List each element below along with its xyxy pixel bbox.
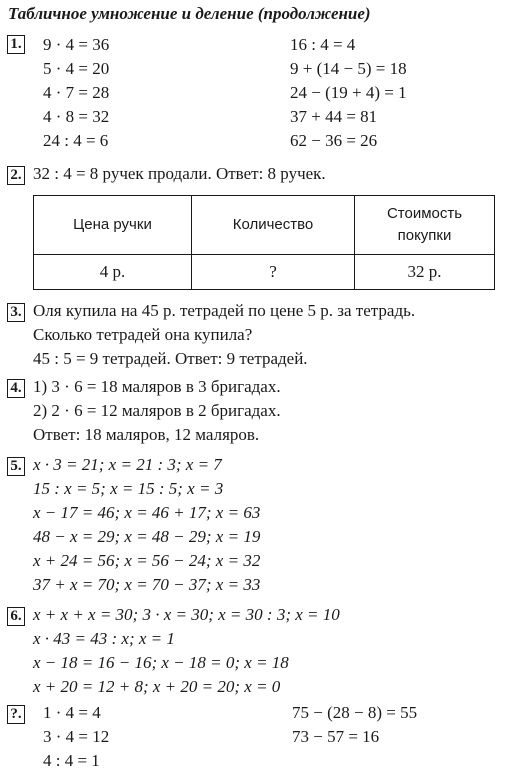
task-5-line: 37 + x = 70; x = 70 − 37; x = 33 (33, 575, 261, 594)
task-6-line: x + 20 = 12 + 8; x + 20 = 20; x = 0 (33, 677, 281, 696)
purchase-table (33, 195, 495, 290)
task-1-left-line: 24 : 4 = 6 (43, 131, 109, 150)
task-3-line: Сколько тетрадей она купила? (33, 325, 253, 344)
task-3-line: 45 : 5 = 9 тетрадей. Ответ: 9 тетрадей. (33, 349, 308, 368)
task-2-number: 2. (7, 166, 25, 185)
table-row (34, 255, 495, 290)
task-1-left-line: 5 · 4 = 20 (43, 59, 110, 78)
task-7-right-line: 75 − (28 − 8) = 55 (292, 703, 418, 722)
task-5-line: 48 − x = 29; x = 48 − 29; x = 19 (33, 527, 261, 546)
cell-quantity: ? (192, 255, 355, 290)
task-4-line: Ответ: 18 маляров, 12 маляров. (33, 425, 260, 444)
task-2-solution: 32 : 4 = 8 ручек продали. Ответ: 8 ручек. (33, 164, 326, 183)
task-3-number: 3. (7, 303, 25, 322)
task-3-line: Оля купила на 45 р. тетрадей по цене 5 р. за тетрадь. (33, 301, 416, 320)
table-header-row (34, 196, 495, 255)
header-quantity: Количество (192, 196, 355, 255)
header-cost: Стоимость покупки (355, 196, 495, 255)
task-7-number: ?. (7, 705, 25, 724)
cell-cost: 32 р. (355, 255, 495, 290)
task-1-left-line: 4 · 7 = 28 (43, 83, 110, 102)
task-4-line: 1) 3 · 6 = 18 маляров в 3 бригадах. (33, 377, 281, 396)
task-7-left-line: 1 · 4 = 4 (43, 703, 101, 722)
task-5-line: x + 24 = 56; x = 56 − 24; x = 32 (33, 551, 261, 570)
task-1-right-line: 24 − (19 + 4) = 1 (290, 83, 407, 102)
page-title: Табличное умножение и деление (продолжение) (8, 4, 371, 23)
header-price: Цена ручки (34, 196, 192, 255)
task-1-right-line: 9 + (14 − 5) = 18 (290, 59, 407, 78)
task-1-left-line: 9 · 4 = 36 (43, 35, 110, 54)
task-7-left-line: 3 · 4 = 12 (43, 727, 110, 746)
task-1-right-line: 62 − 36 = 26 (290, 131, 378, 150)
task-4-number: 4. (7, 379, 25, 398)
task-7-right-line: 73 − 57 = 16 (292, 727, 380, 746)
task-6-line: x − 18 = 16 − 16; x − 18 = 0; x = 18 (33, 653, 289, 672)
task-5-line: x − 17 = 46; x = 46 + 17; x = 63 (33, 503, 261, 522)
task-6-number: 6. (7, 607, 25, 626)
task-7-left-line: 4 : 4 = 1 (43, 751, 100, 770)
task-5-number: 5. (7, 457, 25, 476)
task-6-line: x · 43 = 43 : x; x = 1 (33, 629, 175, 648)
task-1-number: 1. (7, 35, 25, 54)
task-6-line: x + x + x = 30; 3 · x = 30; x = 30 : 3; x = 10 (33, 605, 340, 624)
task-5-line: 15 : x = 5; x = 15 : 5; x = 3 (33, 479, 224, 498)
task-4-line: 2) 2 · 6 = 12 маляров в 2 бригадах. (33, 401, 281, 420)
task-1-right-line: 37 + 44 = 81 (290, 107, 378, 126)
task-1-left-line: 4 · 8 = 32 (43, 107, 110, 126)
task-1-right-line: 16 : 4 = 4 (290, 35, 356, 54)
cell-price: 4 р. (34, 255, 192, 290)
task-5-line: x · 3 = 21; x = 21 : 3; x = 7 (33, 455, 222, 474)
